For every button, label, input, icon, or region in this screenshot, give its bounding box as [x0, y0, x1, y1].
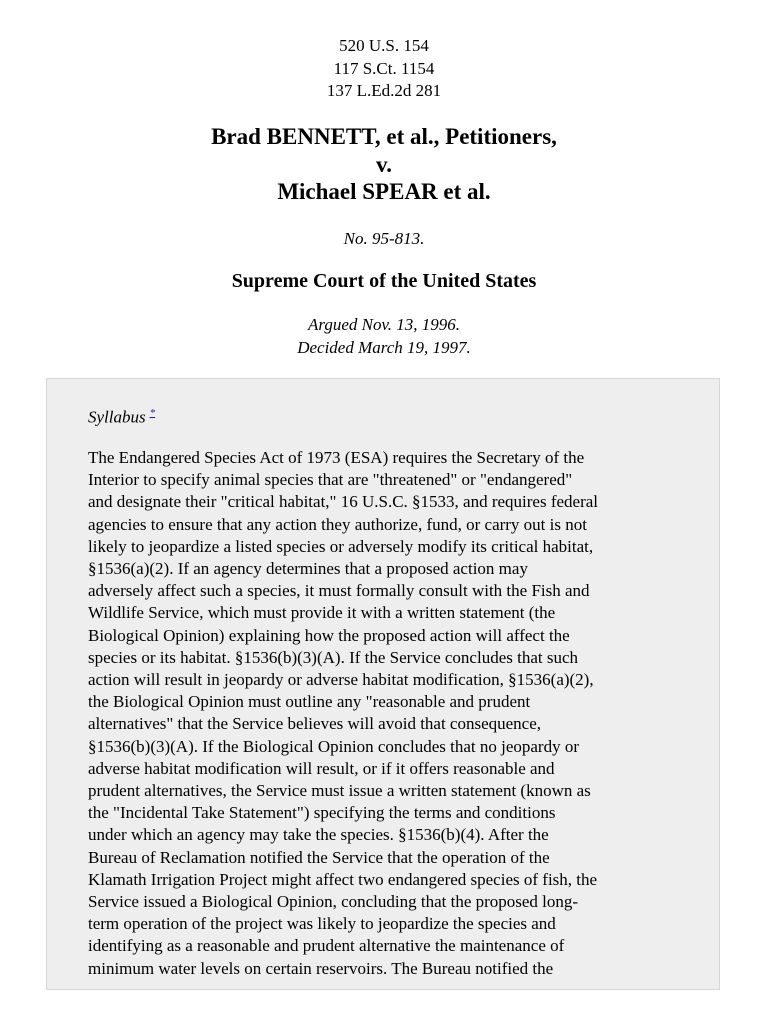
- petitioner-name: Brad BENNETT, et al., Petitioners,: [211, 124, 557, 149]
- syllabus-line: the Biological Opinion must outline any "reasonable and prudent: [88, 692, 531, 712]
- syllabus-line: Biological Opinion) explaining how the proposed action will affect the: [88, 625, 570, 645]
- versus-label: v.: [376, 151, 392, 177]
- docket-number: No. 95-813.: [343, 229, 425, 248]
- syllabus-line: adversely affect such a species, it must formally consult with the Fish and: [88, 581, 590, 601]
- syllabus-line: Wildlife Service, which must provide it with a written statement (the: [88, 603, 556, 623]
- syllabus-panel: [46, 378, 720, 990]
- syllabus-line: term operation of the project was likely to jeopardize the species and: [88, 914, 556, 934]
- syllabus-line: under which an agency may take the species. §1536(b)(4). After the: [88, 825, 549, 845]
- syllabus-text: [88, 447, 688, 980]
- syllabus-heading: [88, 407, 155, 428]
- syllabus-line: species or its habitat. §1536(b)(3)(A). If the Service concludes that such: [88, 647, 579, 667]
- syllabus-line: minimum water levels on certain reservoirs. The Bureau notified the: [88, 958, 554, 978]
- syllabus-line: Service issued a Biological Opinion, concluding that the proposed long-: [88, 892, 579, 912]
- syllabus-line: the "Incidental Take Statement") specifying the terms and conditions: [88, 803, 556, 823]
- citation-lawyers-edition: 137 L.Ed.2d 281: [326, 81, 442, 100]
- citation-block: [0, 35, 768, 103]
- footnote-link[interactable]: *: [149, 407, 156, 419]
- syllabus-line: Klamath Irrigation Project might affect two endangered species of fish, the: [88, 869, 598, 889]
- syllabus-line: and designate their "critical habitat," 16 U.S.C. §1533, and requires federal: [88, 492, 599, 512]
- case-dates: [0, 314, 768, 359]
- syllabus-line: identifying as a reasonable and prudent alternative the maintenance of: [88, 936, 565, 956]
- syllabus-line: action will result in jeopardy or adverse habitat modification, §1536(a)(2),: [88, 670, 594, 690]
- syllabus-line: prudent alternatives, the Service must issue a written statement (known as: [88, 781, 591, 801]
- syllabus-line: agencies to ensure that any action they authorize, fund, or carry out is not: [88, 514, 587, 534]
- syllabus-line: §1536(b)(3)(A). If the Biological Opinion concludes that no jeopardy or: [88, 736, 579, 756]
- case-caption: [0, 123, 768, 206]
- syllabus-line: likely to jeopardize a listed species or adversely modify its critical habitat,: [88, 536, 594, 556]
- syllabus-line: The Endangered Species Act of 1973 (ESA) requires the Secretary of the: [88, 448, 585, 467]
- syllabus-line: adverse habitat modification will result, or if it offers reasonable and: [88, 758, 555, 778]
- syllabus-heading-label: Syllabus: [88, 407, 146, 427]
- decided-date: Decided March 19, 1997.: [297, 337, 471, 357]
- respondent-name: Michael SPEAR et al.: [277, 179, 491, 204]
- court-name: Supreme Court of the United States: [231, 270, 537, 292]
- citation-us-reports: 520 U.S. 154: [339, 36, 429, 55]
- syllabus-line: §1536(a)(2). If an agency determines that a proposed action may: [88, 559, 528, 579]
- syllabus-line: Bureau of Reclamation notified the Service that the operation of the: [88, 847, 550, 867]
- argued-date: Argued Nov. 13, 1996.: [307, 315, 461, 334]
- syllabus-line: Interior to specify animal species that are "threatened" or "endangered": [88, 470, 573, 490]
- citation-supreme-court-reporter: 117 S.Ct. 1154: [333, 58, 435, 78]
- syllabus-line: alternatives" that the Service believes will avoid that consequence,: [88, 714, 542, 734]
